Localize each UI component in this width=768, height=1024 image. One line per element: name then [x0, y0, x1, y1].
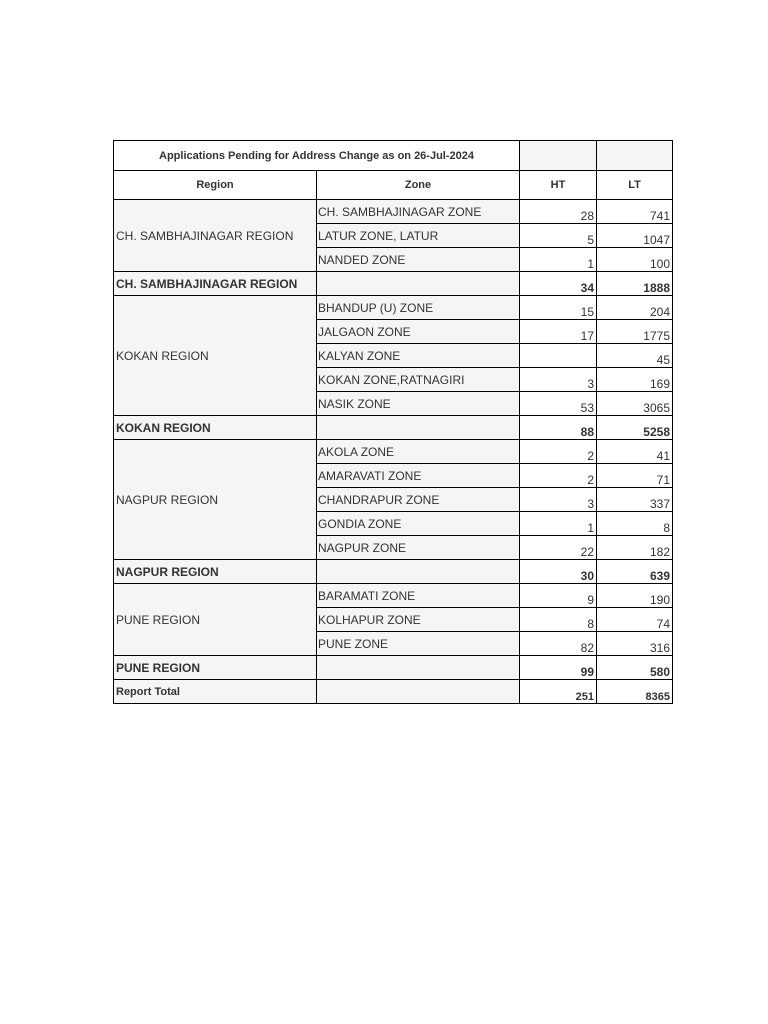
ht-value-cell: 28 — [520, 200, 597, 224]
ht-value-cell: 22 — [520, 536, 597, 560]
zone-name-cell: AKOLA ZONE — [317, 440, 520, 464]
zone-name-cell: PUNE ZONE — [317, 632, 520, 656]
subtotal-lt-cell: 1888 — [597, 272, 673, 296]
lt-value-cell: 100 — [597, 248, 673, 272]
lt-value-cell: 741 — [597, 200, 673, 224]
ht-value-cell: 3 — [520, 368, 597, 392]
subtotal-lt-cell: 580 — [597, 656, 673, 680]
subtotal-zone-blank — [317, 656, 520, 680]
ht-value-cell: 53 — [520, 392, 597, 416]
subtotal-label-cell: PUNE REGION — [114, 656, 317, 680]
lt-value-cell: 169 — [597, 368, 673, 392]
lt-value-cell: 71 — [597, 464, 673, 488]
report-title: Applications Pending for Address Change as on 26-Jul-2024 — [114, 141, 520, 171]
lt-value-cell: 45 — [597, 344, 673, 368]
region-name-cell: KOKAN REGION — [114, 296, 317, 416]
region-subtotal-row — [114, 656, 673, 680]
total-ht-cell: 251 — [520, 680, 597, 704]
ht-value-cell: 8 — [520, 608, 597, 632]
lt-value-cell: 190 — [597, 584, 673, 608]
header-lt: LT — [597, 171, 673, 200]
ht-value-cell: 3 — [520, 488, 597, 512]
subtotal-zone-blank — [317, 272, 520, 296]
subtotal-label-cell: NAGPUR REGION — [114, 560, 317, 584]
zone-name-cell: KOKAN ZONE,RATNAGIRI — [317, 368, 520, 392]
pending-applications-table — [113, 140, 673, 704]
header-ht: HT — [520, 171, 597, 200]
lt-value-cell: 316 — [597, 632, 673, 656]
zone-name-cell: AMARAVATI ZONE — [317, 464, 520, 488]
zone-name-cell: CHANDRAPUR ZONE — [317, 488, 520, 512]
lt-value-cell: 1047 — [597, 224, 673, 248]
region-name-cell: PUNE REGION — [114, 584, 317, 656]
header-region: Region — [114, 171, 317, 200]
region-subtotal-row — [114, 272, 673, 296]
ht-value-cell: 2 — [520, 464, 597, 488]
table-body — [114, 141, 673, 704]
ht-value-cell — [520, 344, 597, 368]
total-label-cell: Report Total — [114, 680, 317, 704]
subtotal-ht-cell: 88 — [520, 416, 597, 440]
title-blank-ht — [520, 141, 597, 171]
subtotal-label-cell: KOKAN REGION — [114, 416, 317, 440]
ht-value-cell: 17 — [520, 320, 597, 344]
ht-value-cell: 9 — [520, 584, 597, 608]
header-row — [114, 171, 673, 200]
subtotal-zone-blank — [317, 560, 520, 584]
zone-name-cell: GONDIA ZONE — [317, 512, 520, 536]
ht-value-cell: 1 — [520, 248, 597, 272]
zone-row — [114, 200, 673, 224]
lt-value-cell: 204 — [597, 296, 673, 320]
region-subtotal-row — [114, 560, 673, 584]
report-total-row — [114, 680, 673, 704]
lt-value-cell: 74 — [597, 608, 673, 632]
zone-row — [114, 296, 673, 320]
lt-value-cell: 1775 — [597, 320, 673, 344]
subtotal-lt-cell: 5258 — [597, 416, 673, 440]
subtotal-lt-cell: 639 — [597, 560, 673, 584]
subtotal-ht-cell: 30 — [520, 560, 597, 584]
title-blank-lt — [597, 141, 673, 171]
zone-name-cell: NASIK ZONE — [317, 392, 520, 416]
zone-name-cell: KOLHAPUR ZONE — [317, 608, 520, 632]
lt-value-cell: 8 — [597, 512, 673, 536]
zone-name-cell: NAGPUR ZONE — [317, 536, 520, 560]
title-row — [114, 141, 673, 171]
zone-name-cell: KALYAN ZONE — [317, 344, 520, 368]
total-lt-cell: 8365 — [597, 680, 673, 704]
lt-value-cell: 182 — [597, 536, 673, 560]
ht-value-cell: 1 — [520, 512, 597, 536]
region-subtotal-row — [114, 416, 673, 440]
zone-name-cell: NANDED ZONE — [317, 248, 520, 272]
lt-value-cell: 337 — [597, 488, 673, 512]
zone-name-cell: LATUR ZONE, LATUR — [317, 224, 520, 248]
region-name-cell: CH. SAMBHAJINAGAR REGION — [114, 200, 317, 272]
zone-name-cell: JALGAON ZONE — [317, 320, 520, 344]
zone-row — [114, 440, 673, 464]
zone-name-cell: BARAMATI ZONE — [317, 584, 520, 608]
lt-value-cell: 3065 — [597, 392, 673, 416]
subtotal-label-cell: CH. SAMBHAJINAGAR REGION — [114, 272, 317, 296]
region-name-cell: NAGPUR REGION — [114, 440, 317, 560]
zone-row — [114, 584, 673, 608]
total-zone-blank — [317, 680, 520, 704]
ht-value-cell: 2 — [520, 440, 597, 464]
ht-value-cell: 15 — [520, 296, 597, 320]
ht-value-cell: 82 — [520, 632, 597, 656]
subtotal-ht-cell: 34 — [520, 272, 597, 296]
zone-name-cell: BHANDUP (U) ZONE — [317, 296, 520, 320]
ht-value-cell: 5 — [520, 224, 597, 248]
subtotal-ht-cell: 99 — [520, 656, 597, 680]
header-zone: Zone — [317, 171, 520, 200]
subtotal-zone-blank — [317, 416, 520, 440]
lt-value-cell: 41 — [597, 440, 673, 464]
zone-name-cell: CH. SAMBHAJINAGAR ZONE — [317, 200, 520, 224]
